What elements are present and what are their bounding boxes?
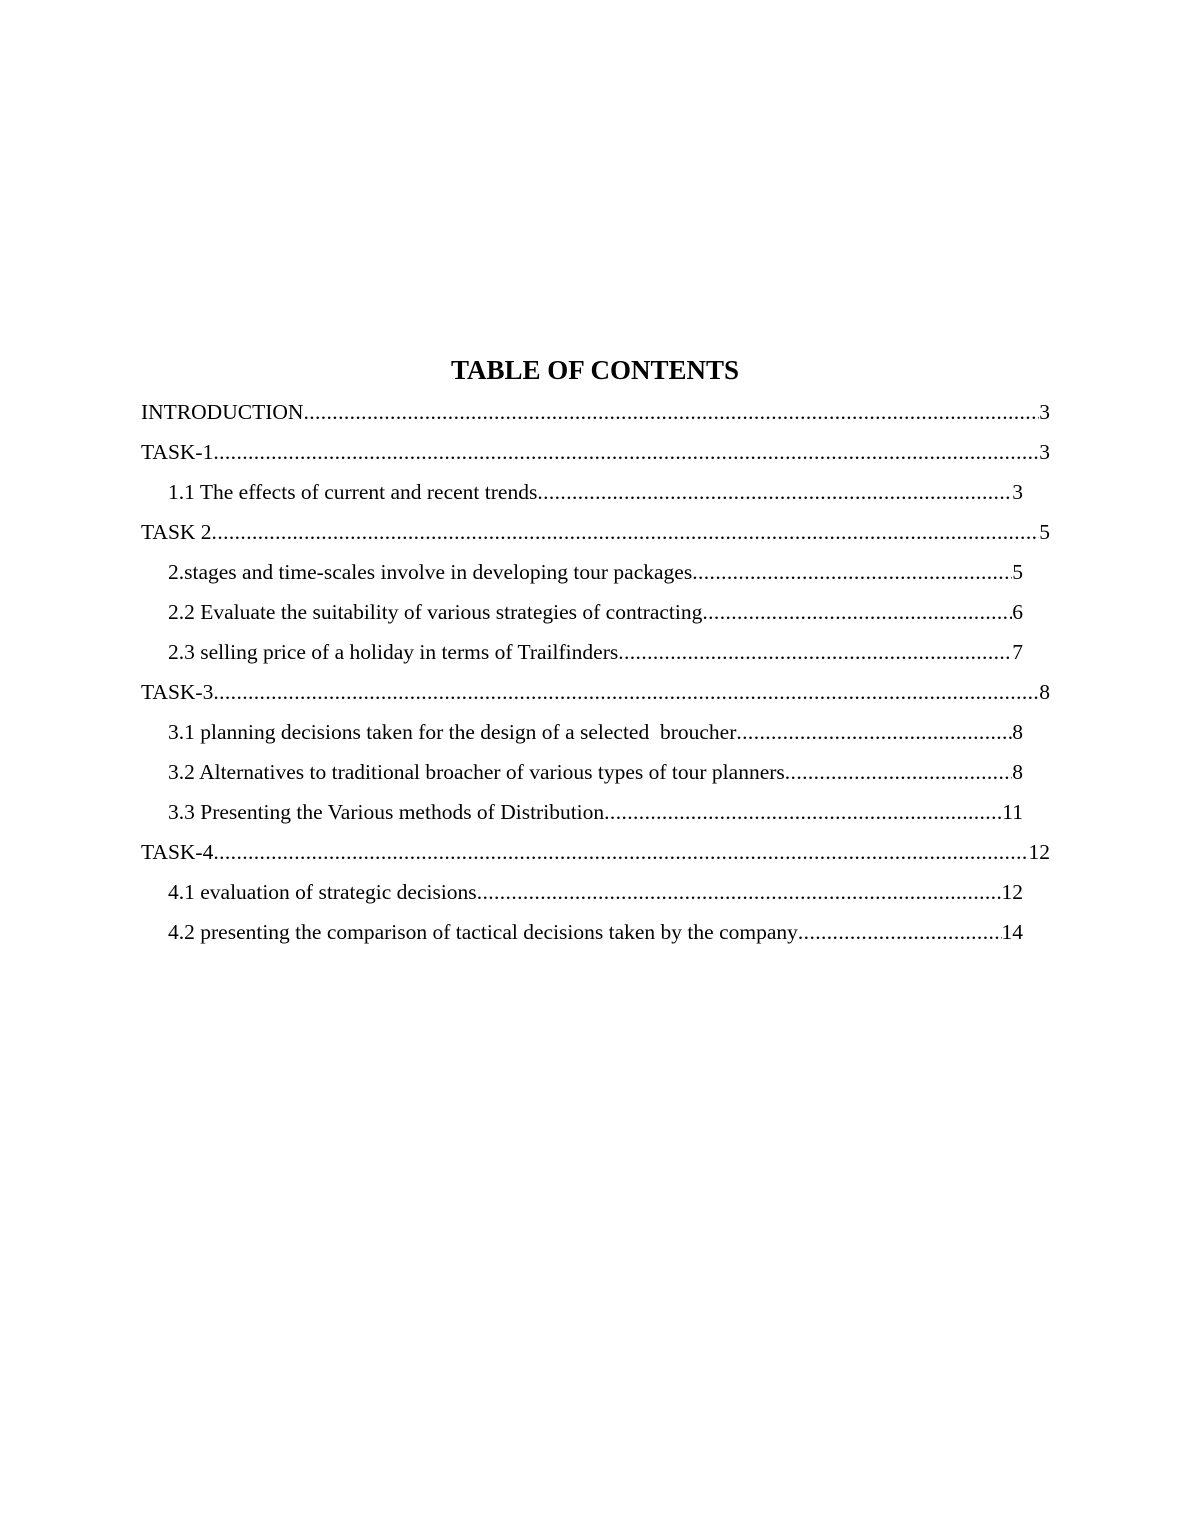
toc-entry-label: INTRODUCTION <box>141 400 304 424</box>
toc-entry-page-number: 3 <box>1039 440 1050 464</box>
toc-entry-label: TASK-3 <box>141 680 214 704</box>
dot-leader <box>736 712 1012 752</box>
toc-entry-3-1[interactable] <box>168 712 1023 752</box>
toc-entry-label: TASK-4 <box>141 840 214 864</box>
toc-entry-label: 2.stages and time-scales involve in developing tour packages <box>168 560 693 584</box>
toc-entry-label: 3.2 Alternatives to traditional broacher of various types of tour planners <box>168 760 785 784</box>
toc-entry-page-number: 3 <box>1012 480 1023 504</box>
dot-leader <box>477 872 1002 912</box>
toc-entry-page-number: 12 <box>1001 880 1023 904</box>
dot-leader <box>213 832 1028 872</box>
toc-entry-page-number: 3 <box>1039 400 1050 424</box>
toc-entry-introduction[interactable] <box>141 392 1050 432</box>
toc-entry-3-2[interactable] <box>168 752 1023 792</box>
toc-entry-label: 4.1 evaluation of strategic decisions <box>168 880 477 904</box>
toc-entry-page-number: 7 <box>1012 640 1023 664</box>
toc-entry-task-1[interactable] <box>141 432 1050 472</box>
toc-entry-page-number: 5 <box>1039 520 1050 544</box>
toc-entry-page-number: 14 <box>1001 920 1023 944</box>
toc-entry-label: 3.3 Presenting the Various methods of Distribution <box>168 800 605 824</box>
dot-leader <box>618 632 1012 672</box>
toc-entry-1-1[interactable] <box>168 472 1023 512</box>
toc-entry-page-number: 8 <box>1012 720 1023 744</box>
toc-entry-label: 2.2 Evaluate the suitability of various strategies of contracting <box>168 600 703 624</box>
toc-entry-task-4[interactable] <box>141 832 1050 872</box>
toc-entry-label: TASK 2 <box>141 520 212 544</box>
dot-leader <box>702 592 1012 632</box>
toc-entry-label: 4.2 presenting the comparison of tactical decisions taken by the company <box>168 920 798 944</box>
toc-entry-label: 3.1 planning decisions taken for the design of a selected broucher <box>168 720 737 744</box>
toc-entry-label: TASK-1 <box>141 440 214 464</box>
dot-leader <box>537 472 1012 512</box>
dot-leader <box>213 672 1039 712</box>
toc-entry-2-2[interactable] <box>168 592 1023 632</box>
toc-entry-task-2[interactable] <box>141 512 1050 552</box>
toc-entry-task-3[interactable] <box>141 672 1050 712</box>
dot-leader <box>212 512 1040 552</box>
dot-leader <box>785 752 1012 792</box>
toc-entry-page-number: 12 <box>1028 840 1050 864</box>
toc-entry-page-number: 8 <box>1039 680 1050 704</box>
toc-entry-page-number: 5 <box>1012 560 1023 584</box>
dot-leader <box>303 392 1039 432</box>
toc-entry-page-number: 6 <box>1012 600 1023 624</box>
toc-entry-4-1[interactable] <box>168 872 1023 912</box>
toc-entry-label: 1.1 The effects of current and recent trends <box>168 480 538 504</box>
toc-entry-2-1[interactable] <box>168 552 1023 592</box>
dot-leader <box>692 552 1012 592</box>
page-title: TABLE OF CONTENTS <box>450 355 740 385</box>
toc-entry-3-3[interactable] <box>168 792 1023 832</box>
dot-leader <box>213 432 1039 472</box>
toc-entry-2-3[interactable] <box>168 632 1023 672</box>
toc-entry-4-2[interactable] <box>168 912 1023 952</box>
toc-entry-page-number: 8 <box>1012 760 1023 784</box>
dot-leader <box>798 912 1002 952</box>
toc-entry-label: 2.3 selling price of a holiday in terms of Trailfinders <box>168 640 619 664</box>
toc-entry-page-number: 11 <box>1002 800 1023 824</box>
dot-leader <box>604 792 1002 832</box>
